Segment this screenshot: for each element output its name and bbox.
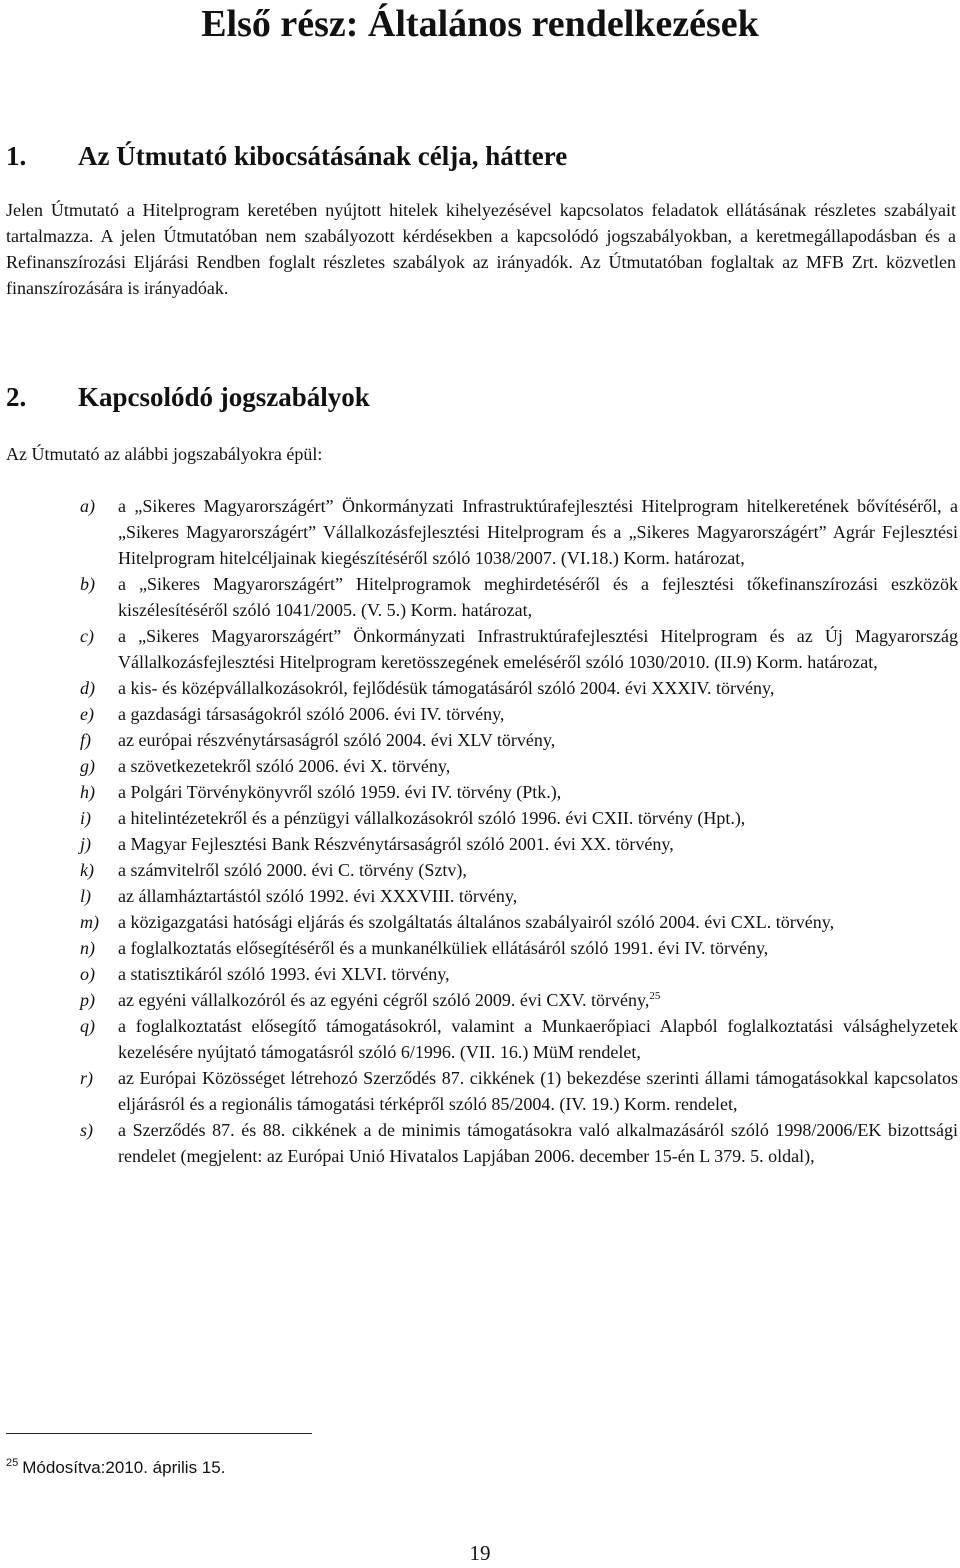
list-item bbox=[80, 909, 958, 935]
list-item-letter: b) bbox=[80, 574, 95, 594]
list-item-text: a közigazgatási hatósági eljárás és szolgáltatás általános szabályairól szóló 2004. évi CXL. törvény, bbox=[118, 912, 835, 932]
list-item bbox=[80, 675, 958, 701]
section-2-number: 2. bbox=[6, 382, 27, 412]
list-item-letter: d) bbox=[80, 678, 95, 698]
list-item-text: az államháztartástól szóló 1992. évi XXXVIII. törvény, bbox=[118, 886, 518, 906]
list-item-letter: e) bbox=[80, 704, 94, 724]
list-item-letter: f) bbox=[80, 730, 91, 750]
list-item-letter: o) bbox=[80, 964, 95, 984]
list-item-text: az európai részvénytársaságról szóló 2004. évi XLV törvény, bbox=[118, 730, 556, 750]
list-item bbox=[80, 779, 958, 805]
list-item-text: a „Sikeres Magyarországért” Önkormányzati Infrastruktúrafejlesztési Hitelprogram hitelkeretének bővítéséről, a „Sikeres Magyarországért” Vállalkozásfejlesztési Hitelprogram és a „Sikeres Magyarországért” Agrár Fejlesztési Hitelprogram hitelcéljainak kiegészítéséről szóló 1038/2007. (VI.18.) Korm. határozat, bbox=[118, 496, 958, 568]
list-item bbox=[80, 857, 958, 883]
list-item bbox=[80, 493, 958, 571]
list-item-text: a Polgári Törvénykönyvről szóló 1959. évi IV. törvény (Ptk.), bbox=[118, 782, 562, 802]
list-item bbox=[80, 961, 958, 987]
footnote-text: Módosítva:2010. április 15. bbox=[22, 1458, 226, 1477]
list-item-letter: h) bbox=[80, 782, 95, 802]
list-item bbox=[80, 571, 958, 623]
list-item bbox=[80, 987, 958, 1013]
footnote bbox=[6, 1456, 225, 1480]
list-item-letter: n) bbox=[80, 938, 95, 958]
list-item-text: a Szerződés 87. és 88. cikkének a de minimis támogatásokra való alkalmazásáról szóló 1998/2006/EK bizottsági rendelet (megjelent: az Európai Unió Hivatalos Lapjában 2006. december 15-én L 379. 5. oldal), bbox=[118, 1120, 958, 1166]
list-item bbox=[80, 701, 958, 727]
list-item-text: a számvitelről szóló 2000. évi C. törvény (Sztv), bbox=[118, 860, 467, 880]
page-number: 19 bbox=[469, 1541, 491, 1565]
list-item-letter: k) bbox=[80, 860, 94, 880]
footnote-reference: 25 bbox=[649, 990, 661, 1002]
section-2-heading bbox=[6, 381, 370, 413]
list-item-letter: g) bbox=[80, 756, 95, 776]
list-item bbox=[80, 805, 958, 831]
section-1-heading bbox=[6, 140, 567, 172]
list-item-letter: c) bbox=[80, 626, 94, 646]
list-item bbox=[80, 727, 958, 753]
list-item-text: a foglalkoztatás elősegítéséről és a munkanélküliek ellátásáról szóló 1991. évi IV. törvény, bbox=[118, 938, 769, 958]
list-item bbox=[80, 623, 958, 675]
footnote-mark: 25 bbox=[6, 1457, 19, 1470]
list-item-text: a „Sikeres Magyarországért” Önkormányzati Infrastruktúrafejlesztési Hitelprogram és az Új Magyarország Vállalkozásfejlesztési Hitelprogram keretösszegének emeléséről szóló 1030/2010. (II.9) Korm. határozat, bbox=[118, 626, 958, 672]
section-1-title: Az Útmutató kibocsátásának célja, háttere bbox=[78, 141, 568, 171]
section-1-number: 1. bbox=[6, 141, 27, 171]
list-item-letter: l) bbox=[80, 886, 91, 906]
list-item-text: a foglalkoztatást elősegítő támogatásokról, valamint a Munkaerőpiaci Alapból foglalkoztatási válsághelyzetek kezelésére nyújtató támogatásról szóló 6/1996. (VII. 16.) MüM rendelet, bbox=[118, 1016, 958, 1062]
list-item bbox=[80, 1117, 958, 1169]
list-item-letter: r) bbox=[80, 1068, 93, 1088]
list-item bbox=[80, 1065, 958, 1117]
list-item-text: a hitelintézetekről és a pénzügyi vállalkozásokról szóló 1996. évi CXII. törvény (Hpt.), bbox=[118, 808, 746, 828]
legislation-list bbox=[80, 493, 958, 1169]
footnote-separator bbox=[6, 1433, 312, 1434]
list-item-text: a szövetkezetekről szóló 2006. évi X. törvény, bbox=[118, 756, 451, 776]
list-item-text: az Európai Közösséget létrehozó Szerződés 87. cikkének (1) bekezdése szerinti állami támogatásokkal kapcsolatos eljárásról és a regionális támogatási térképről szóló 85/2004. (IV. 19.) Korm. rendelet, bbox=[118, 1068, 958, 1114]
list-item-text: a statisztikáról szóló 1993. évi XLVI. törvény, bbox=[118, 964, 450, 984]
list-item-text: az egyéni vállalkozóról és az egyéni cégről szóló 2009. évi CXV. törvény, bbox=[118, 990, 650, 1010]
list-item-text: a gazdasági társaságokról szóló 2006. évi IV. törvény, bbox=[118, 704, 505, 724]
list-item-letter: a) bbox=[80, 496, 95, 516]
list-item-text: a Magyar Fejlesztési Bank Részvénytársaságról szóló 2001. évi XX. törvény, bbox=[118, 834, 674, 854]
list-item bbox=[80, 1013, 958, 1065]
section-2-intro: Az Útmutató az alábbi jogszabályokra épül: bbox=[6, 444, 323, 464]
list-item-letter: q) bbox=[80, 1016, 95, 1036]
part-heading: Első rész: Általános rendelkezések bbox=[201, 3, 759, 45]
list-item-letter: p) bbox=[80, 990, 95, 1010]
section-1-paragraph: Jelen Útmutató a Hitelprogram keretében nyújtott hitelek kihelyezésével kapcsolatos feladatok ellátásának részletes szabályait tartalmazza. A jelen Útmutatóban nem szabályozott kérdésekben a kapcsolódó jogszabályokban, a keretmegállapodásban és a Refinanszírozási Eljárási Rendben foglalt részletes szabályok az irányadók. Az Útmutatóban foglaltak az MFB Zrt. közvetlen finanszírozására is irányadóak. bbox=[6, 200, 956, 298]
list-item-letter: j) bbox=[80, 834, 91, 854]
list-item-letter: m) bbox=[80, 912, 99, 932]
list-item bbox=[80, 831, 958, 857]
list-item-letter: i) bbox=[80, 808, 91, 828]
list-item bbox=[80, 753, 958, 779]
list-item bbox=[80, 883, 958, 909]
section-2-title: Kapcsolódó jogszabályok bbox=[78, 382, 370, 412]
list-item-text: a kis- és középvállalkozásokról, fejlődésük támogatásáról szóló 2004. évi XXXIV. törvény, bbox=[118, 678, 775, 698]
list-item-letter: s) bbox=[80, 1120, 93, 1140]
list-item bbox=[80, 935, 958, 961]
list-item-text: a „Sikeres Magyarországért” Hitelprogramok meghirdetéséről és a fejlesztési tőkefinanszírozási eszközök kiszélesítéséről szóló 1041/2005. (V. 5.) Korm. határozat, bbox=[118, 574, 958, 620]
